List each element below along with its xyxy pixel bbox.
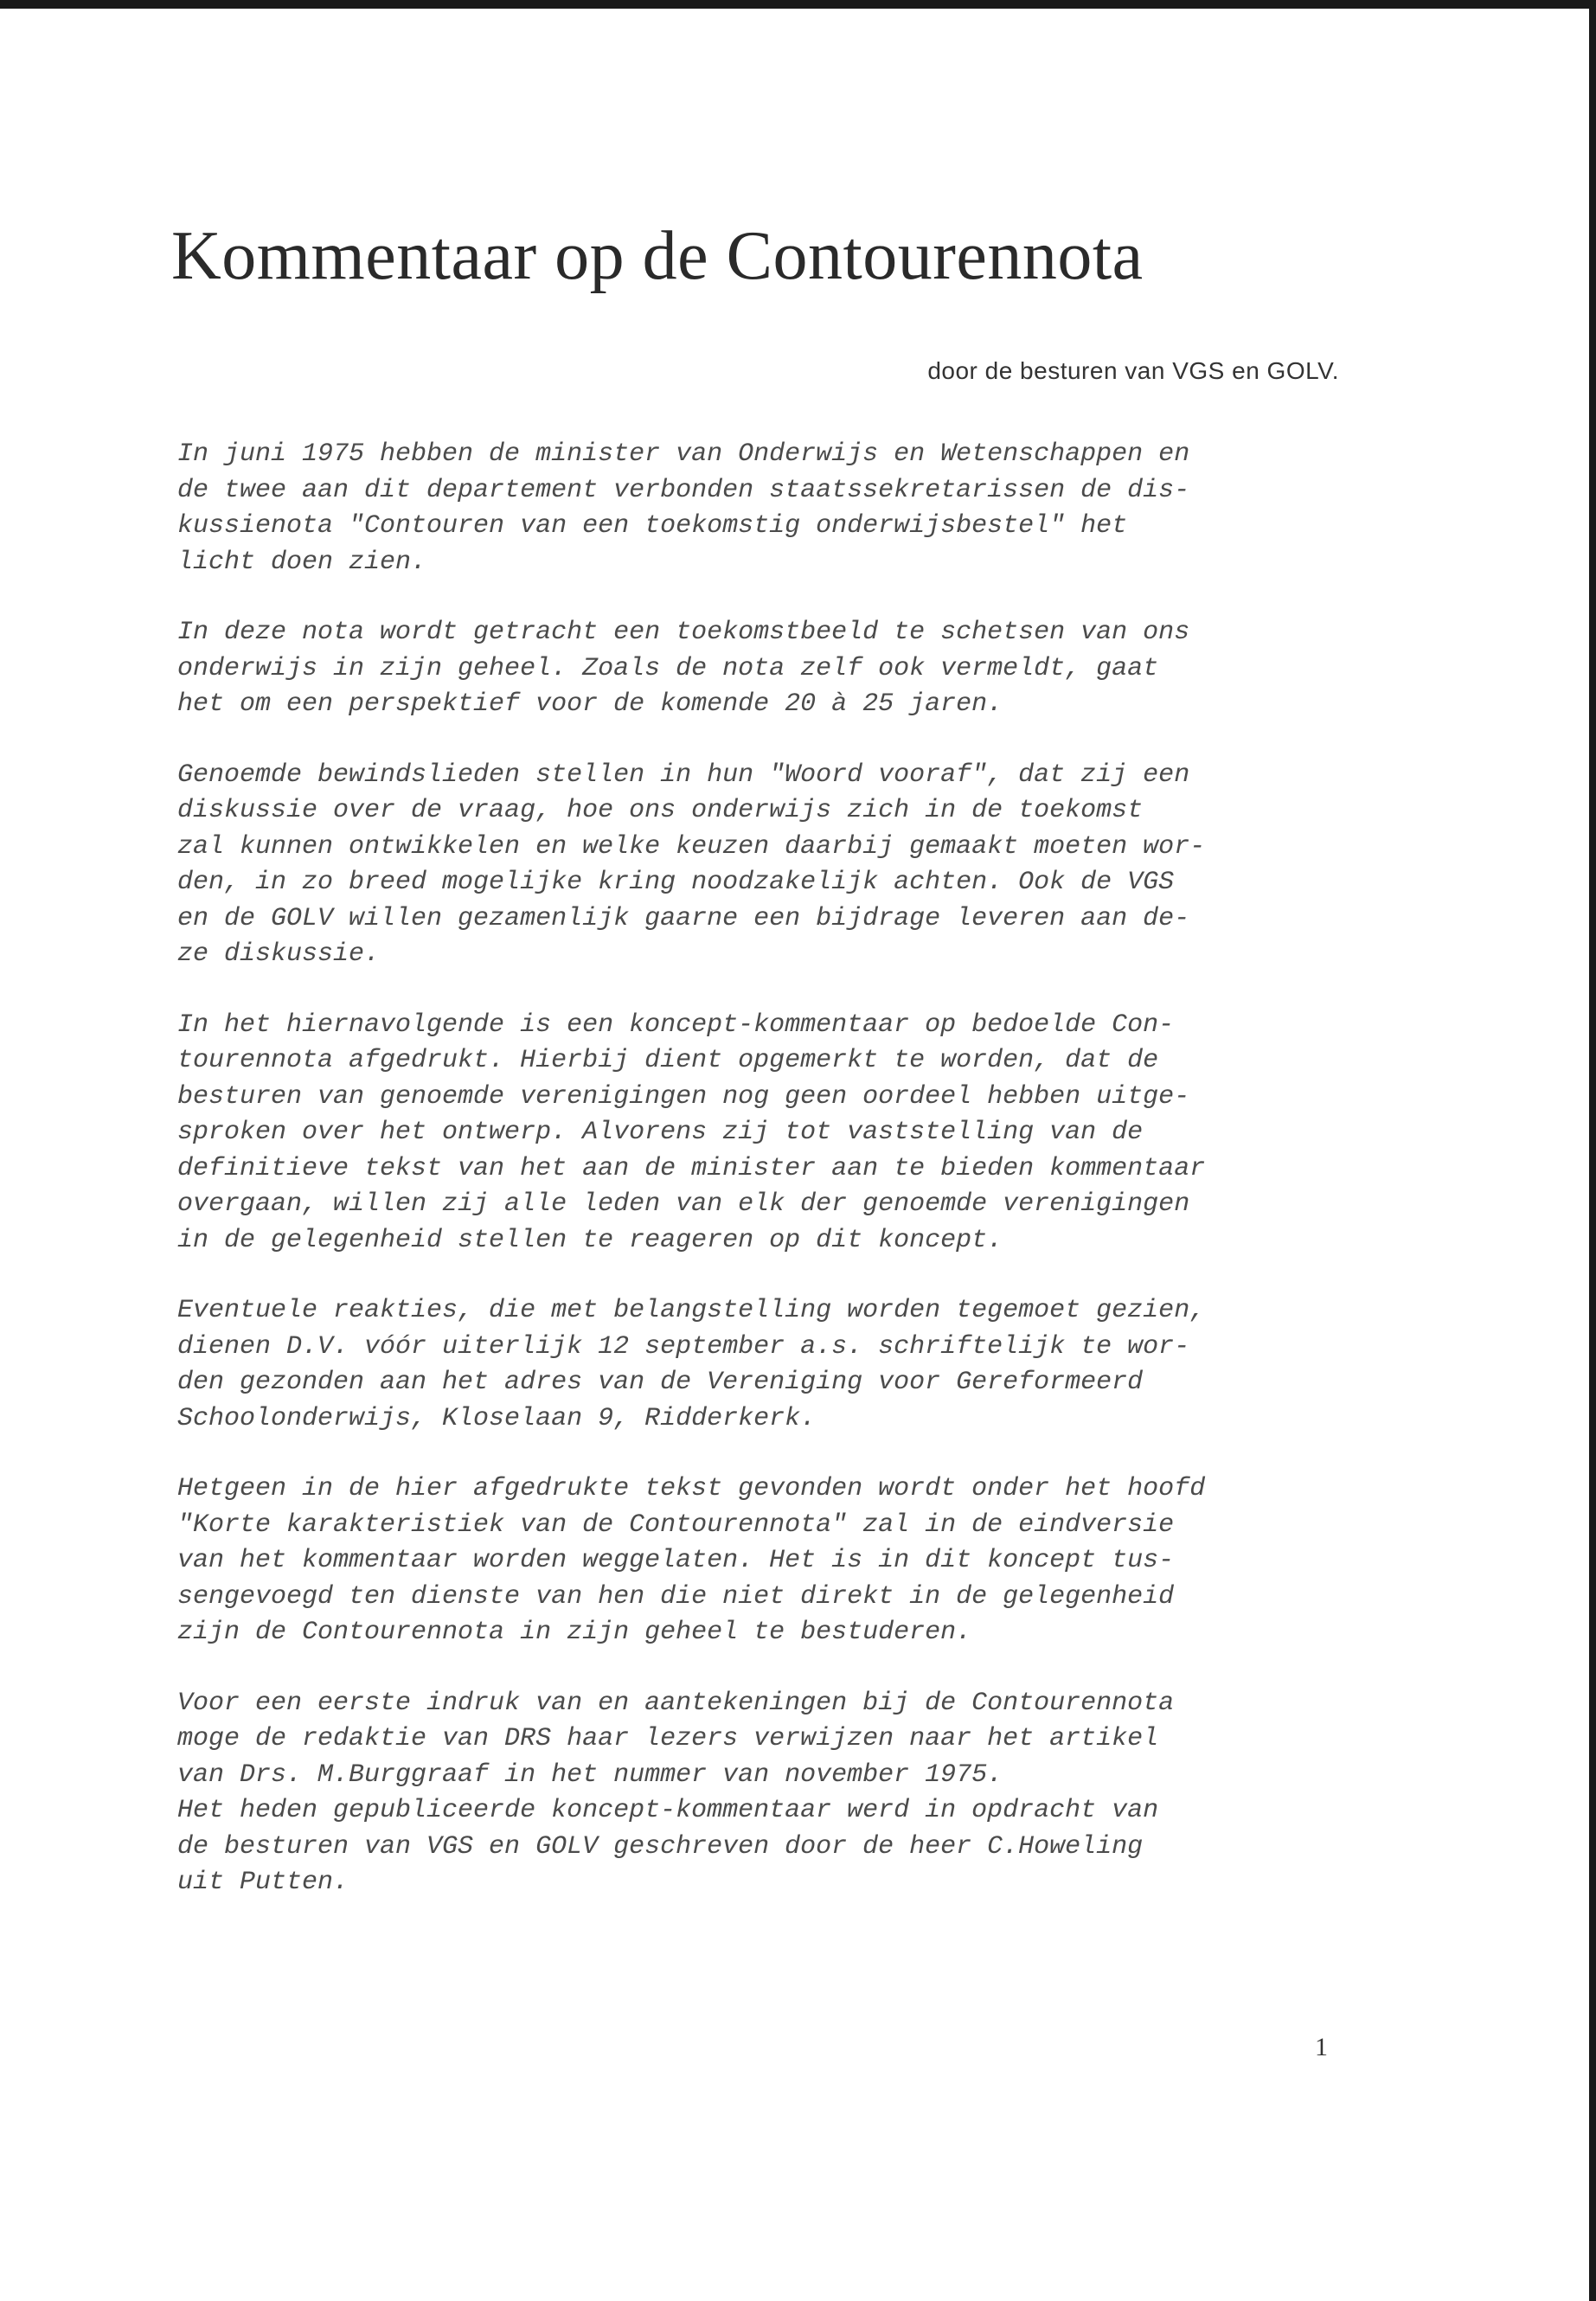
text-line: den, in zo breed mogelijke kring noodzakelijk achten. Ook de VGS [177, 868, 1175, 897]
text-line: Schoolonderwijs, Kloselaan 9, Ridderkerk. [177, 1403, 817, 1433]
text-line: dienen D.V. vóór uiterlijk 12 september a.s. schriftelijk te wor- [177, 1331, 1190, 1362]
text-line: sproken over het ontwerp. Alvorens zij tot vaststelling van de [177, 1118, 1144, 1147]
text-line: Het heden gepubliceerde koncept-kommentaar werd in opdracht van [177, 1796, 1159, 1825]
text-line: het om een perspektief voor de komende 20 à 25 jaren. [177, 689, 1003, 719]
paragraph-gap [177, 1651, 1371, 1686]
text-line: overgaan, willen zij alle leden van elk der genoemde verenigingen [177, 1189, 1190, 1219]
body-paragraph [177, 1008, 1371, 1259]
body-paragraph [177, 1686, 1371, 1901]
text-line: diskussie over de vraag, hoe ons onderwijs zich in de toekomst [177, 796, 1144, 825]
paragraph-gap [177, 1259, 1371, 1293]
page-number: 1 [1315, 2033, 1328, 2061]
body-paragraph [177, 615, 1371, 723]
text-line: In juni 1975 hebben de minister van Onderwijs en Wetenschappen en [177, 439, 1190, 469]
document-title: Kommentaar op de Contourennota [171, 218, 1144, 294]
document-body [177, 437, 1371, 1901]
text-line: licht doen zien. [177, 547, 427, 577]
paragraph-gap [177, 580, 1371, 615]
body-paragraph [177, 1293, 1371, 1437]
text-line: In het hiernavolgende is een koncept-kommentaar op bedoelde Con- [177, 1009, 1175, 1040]
paragraph-gap [177, 973, 1371, 1008]
text-line: Voor een eerste indruk van en aantekeningen bij de Contourennota [177, 1688, 1175, 1718]
text-line: den gezonden aan het adres van de Vereniging voor Gereformeerd [177, 1368, 1144, 1397]
text-line: onderwijs in zijn geheel. Zoals de nota zelf ook vermeldt, gaat [177, 653, 1159, 683]
text-line: moge de redaktie van DRS haar lezers verwijzen naar het artikel [177, 1724, 1159, 1753]
text-line: besturen van genoemde verenigingen nog geen oordeel hebben uitge- [177, 1081, 1190, 1112]
text-line: en de GOLV willen gezamenlijk gaarne een bijdrage leveren aan de- [177, 903, 1190, 933]
text-line: uit Putten. [177, 1868, 349, 1897]
text-line: in de gelegenheid stellen te reageren op dit koncept. [177, 1225, 1003, 1255]
text-line: de besturen van VGS en GOLV geschreven door de heer C.Howeling [177, 1831, 1144, 1862]
text-line: "Korte karakteristiek van de Contourennota" zal in de eindversie [177, 1509, 1175, 1540]
document-byline: door de besturen van VGS en GOLV. [927, 357, 1339, 384]
text-line: zal kunnen ontwikkelen en welke keuzen daarbij gemaakt moeten wor- [177, 831, 1206, 862]
text-line: definitieve tekst van het aan de minister aan te bieden kommentaar [177, 1153, 1206, 1183]
text-line: sengevoegd ten dienste van hen die niet direkt in de gelegenheid [177, 1581, 1175, 1612]
text-line: kussienota "Contouren van een toekomstig onderwijsbestel" het [177, 511, 1128, 541]
text-line: tourennota afgedrukt. Hierbij dient opgemerkt te worden, dat de [177, 1046, 1159, 1075]
body-paragraph [177, 758, 1371, 973]
text-line: van Drs. M.Burggraaf in het nummer van november 1975. [177, 1759, 1003, 1790]
paragraph-gap [177, 723, 1371, 758]
paragraph-gap [177, 1437, 1371, 1471]
body-paragraph [177, 437, 1371, 580]
text-line: de twee aan dit departement verbonden staatssekretarissen de dis- [177, 475, 1190, 505]
text-line: Eventuele reakties, die met belangstelling worden tegemoet gezien, [177, 1296, 1206, 1325]
text-line: In deze nota wordt getracht een toekomstbeeld te schetsen van ons [177, 618, 1190, 647]
text-line: zijn de Contourennota in zijn geheel te bestuderen. [177, 1618, 972, 1647]
text-line: Genoemde bewindslieden stellen in hun "Woord vooraf", dat zij een [177, 760, 1190, 790]
body-paragraph [177, 1471, 1371, 1651]
text-line: ze diskussie. [177, 939, 381, 969]
text-line: Hetgeen in de hier afgedrukte tekst gevonden wordt onder het hoofd [177, 1474, 1206, 1503]
text-line: van het kommentaar worden weggelaten. Het is in dit koncept tus- [177, 1546, 1175, 1575]
